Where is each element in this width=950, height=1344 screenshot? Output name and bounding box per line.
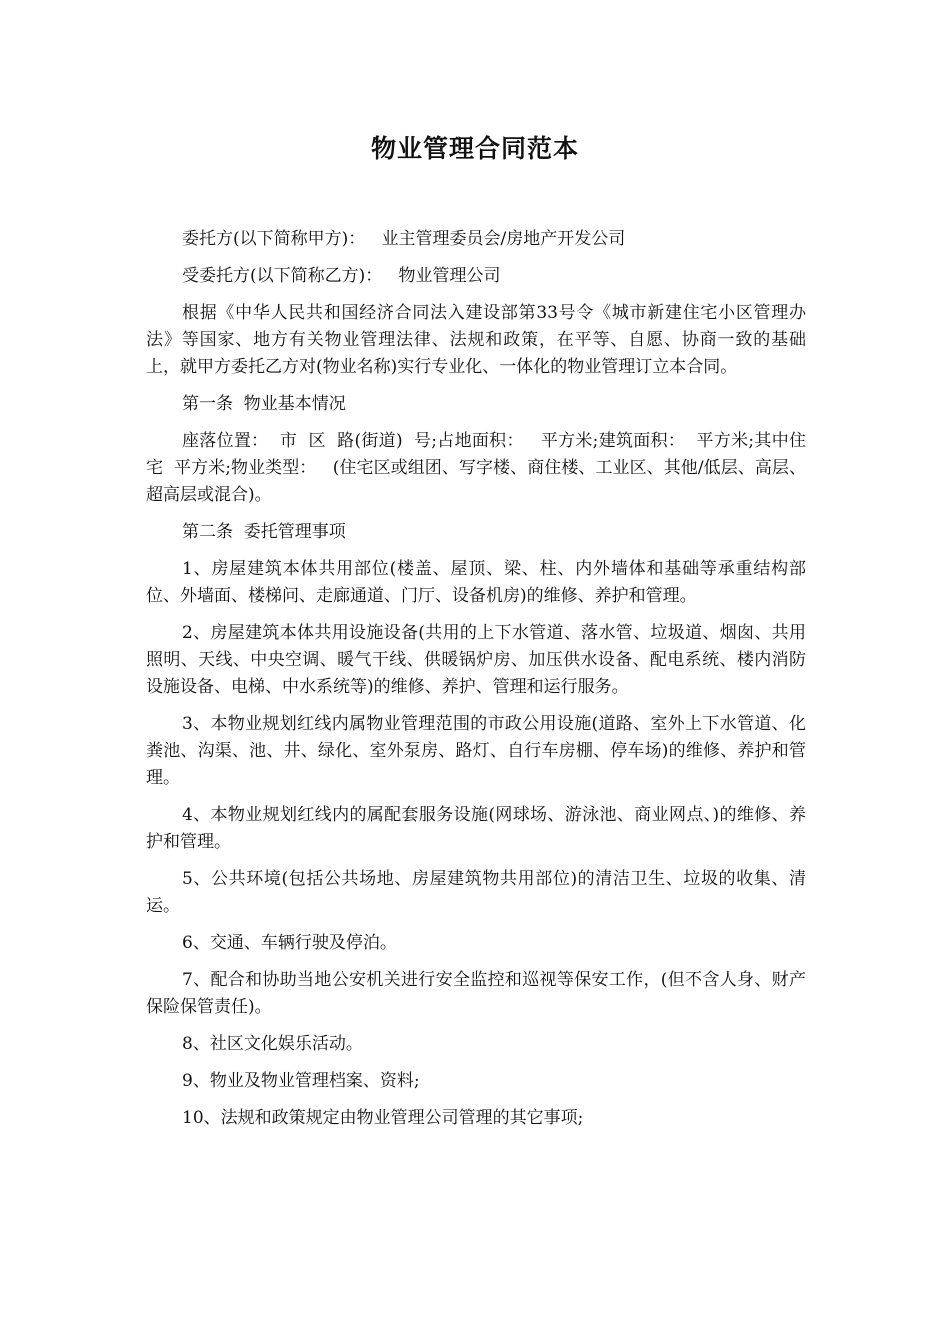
party-a-line: 委托方(以下简称甲方)： 业主管理委员会/房地产开发公司 [182, 229, 626, 249]
item-1-paragraph: 1、房屋建筑本体共用部位(楼盖、屋顶、梁、柱、内外墙体和基础等承重结构部位、外墙面、楼梯问、走廊通道、门厅、设备机房)的维修、养护和管理。 [146, 559, 806, 606]
item-10-paragraph: 10、法规和政策规定由物业管理公司管理的其它事项; [182, 1108, 584, 1128]
item-5-paragraph: 5、公共环境(包括公共场地、房屋建筑物共用部位)的清洁卫生、垃圾的收集、清运。 [146, 869, 806, 916]
item-8-paragraph: 8、社区文化娱乐活动。 [182, 1034, 363, 1054]
item-9-paragraph: 9、物业及物业管理档案、资料; [182, 1071, 420, 1091]
document-body [146, 226, 806, 1142]
document-title: 物业管理合同范本 [370, 134, 579, 163]
preamble-paragraph: 根据《中华人民共和国经济合同法入建设部第33号令《城市新建住宅小区管理办法》等国家、地方有关物业管理法律、法规和政策，在平等、自愿、协商一致的基础上，就甲方委托乙方对(物业名称)实行专业化、一体化的物业管理订立本合同。 [146, 303, 806, 377]
article-1-heading: 第一条 物业基本情况 [182, 394, 346, 414]
article-2-heading: 第二条 委托管理事项 [182, 522, 346, 542]
item-7-paragraph: 7、配合和协助当地公安机关进行安全监控和巡视等保安工作，(但不含人身、财产保险保管责任)。 [146, 970, 806, 1017]
item-2-paragraph: 2、房屋建筑本体共用设施设备(共用的上下水管道、落水管、垃圾道、烟囱、共用照明、天线、中央空调、暖气干线、供暖锅炉房、加压供水设备、配电系统、楼内消防设施设备、电梯、中水系统等)的维修、养护、管理和运行服务。 [146, 623, 806, 697]
item-3-paragraph: 3、本物业规划红线内属物业管理范围的市政公用设施(道路、室外上下水管道、化粪池、沟渠、池、井、绿化、室外泵房、路灯、自行车房棚、停车场)的维修、养护和管理。 [146, 714, 806, 788]
party-b-line: 受委托方(以下简称乙方)： 物业管理公司 [182, 266, 501, 286]
property-info-paragraph: 座落位置： 市 区 路(街道) 号;占地面积： 平方米;建筑面积： 平方米;其中住宅 平方米;物业类型： (住宅区或组团、写字楼、商住楼、工业区、其他/低层、高层、超高层或混合)。 [146, 431, 806, 505]
item-4-paragraph: 4、本物业规划红线内的属配套服务设施(网球场、游泳池、商业网点、)的维修、养护和管理。 [146, 805, 806, 852]
item-6-paragraph: 6、交通、车辆行驶及停泊。 [182, 933, 397, 953]
